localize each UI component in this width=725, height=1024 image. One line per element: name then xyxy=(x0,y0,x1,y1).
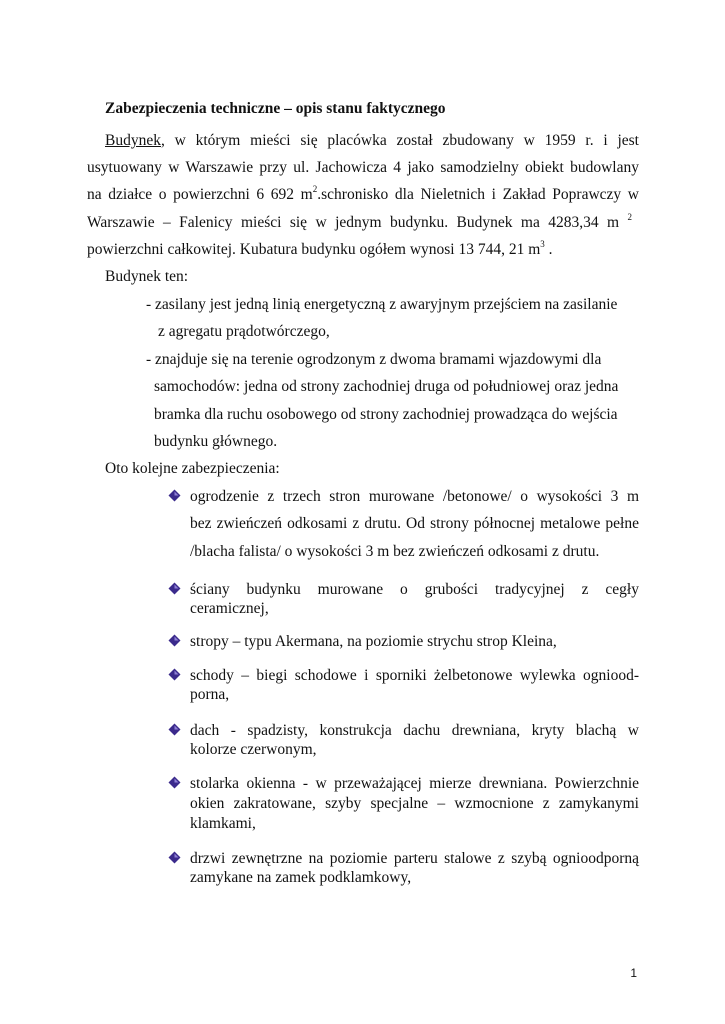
bullet-6-line-3: klamkami, xyxy=(190,815,256,832)
bullet-1-line-1: ogrodzenie z trzech stron murowane /betonowe/ o wysokości 3 m xyxy=(190,488,639,505)
intro-line-3b: .schronisko dla Nieletnich i Zakład Poprawczy w xyxy=(317,186,639,203)
bullet-7-line-1: drzwi zewnętrzne na poziomie parteru stalowe z szybą ognioodporną xyxy=(190,850,639,867)
bullet-3-line-1: stropy – typu Akermana, na poziomie strychu strop Kleina, xyxy=(190,633,557,650)
bullet-2-line-2: ceramicznej, xyxy=(190,600,269,617)
dash-item-2-line-3: bramka dla ruchu osobowego od strony zachodniej prowadząca do wejścia xyxy=(154,406,618,423)
intro-line-5a: powierzchni całkowitej. Kubatura budynku ogółem wynosi 13 744, 21 m xyxy=(87,241,541,258)
diamond-bullet-icon xyxy=(168,776,181,789)
dash-item-2-line-2: samochodów: jedna od strony zachodniej druga od południowej oraz jedna xyxy=(154,378,619,395)
bullet-7-line-2: zamykane na zamek podklamkowy, xyxy=(190,869,412,886)
intro-line-5b: . xyxy=(544,241,553,258)
diamond-bullet-icon xyxy=(168,634,181,647)
diamond-bullet-icon xyxy=(168,723,181,736)
intro-line-3 xyxy=(87,185,639,205)
intro-line-4 xyxy=(87,213,632,233)
dash-item-2-line-4: budynku głównego. xyxy=(154,433,278,450)
building-link-text: Budynek xyxy=(105,132,161,149)
superscript: 2 xyxy=(312,183,318,194)
intro-line-3a: na działce o powierzchni 6 692 m xyxy=(87,186,313,203)
intro-line-2: usytuowany w Warszawie przy ul. Jachowicza 4 jako samodzielny obiekt budowlany xyxy=(87,159,639,176)
bullet-5-line-1: dach - spadzisty, konstrukcja dachu drewniana, kryty blachą w xyxy=(190,722,639,739)
intro-line-1 xyxy=(105,131,639,151)
intro-line-5 xyxy=(87,240,553,260)
superscript: 2 xyxy=(627,211,632,222)
bullet-4-line-1: schody – biegi schodowe i sporniki żelbetonowe wylewka ogniood- xyxy=(190,667,639,684)
superscript: 3 xyxy=(540,238,545,249)
diamond-bullet-icon xyxy=(168,668,181,681)
building-heading: Budynek ten: xyxy=(105,268,189,285)
dash-item-2-line-1: - znajduje się na terenie ogrodzonym z dwoma bramami wjazdowymi dla xyxy=(146,351,602,368)
intro-line-1-text: , w którym mieści się placówka został zbudowany w 1959 r. i jest xyxy=(160,132,639,149)
bullet-4-line-2: porna, xyxy=(190,686,230,703)
page-title: Zabezpieczenia techniczne – opis stanu faktycznego xyxy=(105,100,446,117)
intro-line-4a: Warszawie – Falenicy mieści się w jednym budynku. Budynek ma 4283,34 m xyxy=(87,214,628,231)
bullet-6-line-2: okien zakratowane, szyby specjalne – wzmocnione z zamykanymi xyxy=(190,795,639,812)
bullet-6-line-1: stolarka okienna - w przeważającej mierze drewniana. Powierzchnie xyxy=(190,775,639,792)
bullet-1-line-3: /blacha falista/ o wysokości 3 m bez zwieńczeń odkosami z drutu. xyxy=(190,543,600,560)
dash-item-1-line-1: - zasilany jest jedną linią energetyczną z awaryjnym przejściem na zasilanie xyxy=(146,296,618,313)
bullet-5-line-2: kolorze czerwonym, xyxy=(190,741,317,758)
diamond-bullet-icon xyxy=(168,489,181,502)
security-heading: Oto kolejne zabezpieczenia: xyxy=(105,460,280,477)
page-number: 1 xyxy=(630,966,637,980)
diamond-bullet-icon xyxy=(168,851,181,864)
diamond-bullet-icon xyxy=(168,582,181,595)
bullet-2-line-1: ściany budynku murowane o grubości tradycyjnej z cegły xyxy=(190,581,639,598)
dash-item-1-line-2: z agregatu prądotwórczego, xyxy=(158,323,330,340)
bullet-1-line-2: bez zwieńczeń odkosami z drutu. Od strony północnej metalowe pełne xyxy=(190,515,639,532)
